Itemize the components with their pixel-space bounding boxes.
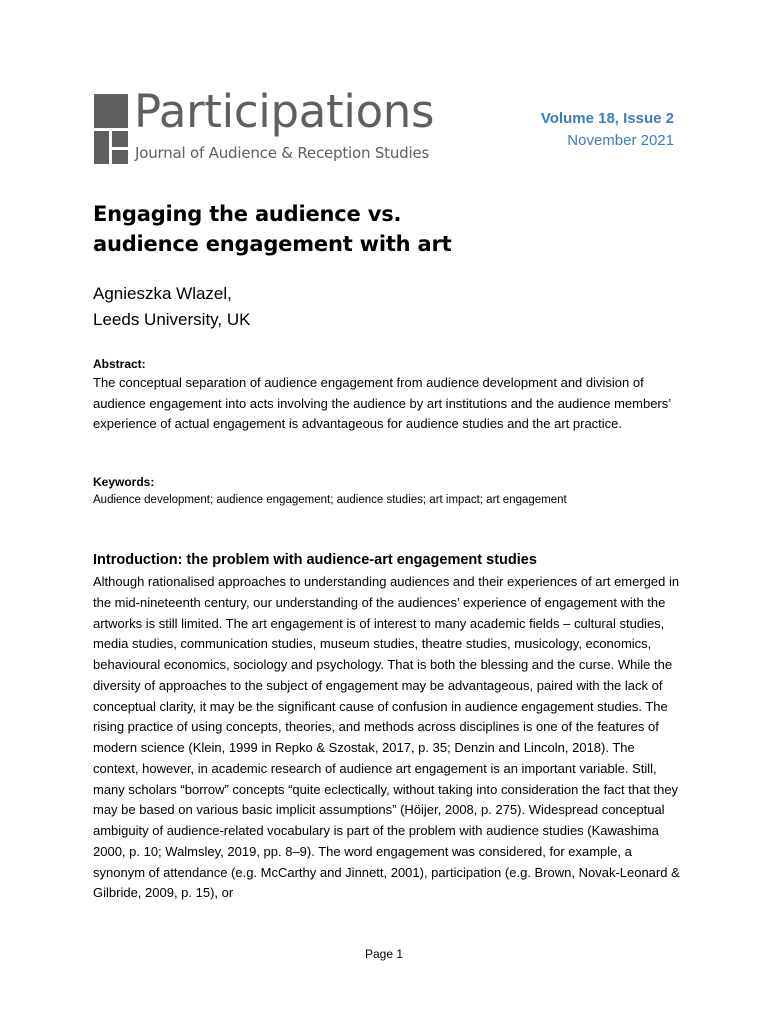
article-title-line-1: Engaging the audience vs. <box>93 202 402 226</box>
issue-info <box>541 108 674 152</box>
section-heading-introduction: Introduction: the problem with audience-art engagement studies <box>93 552 537 568</box>
issue-volume: Volume 18, Issue 2 <box>540 110 674 127</box>
introduction-paragraph: Although rationalised approaches to understanding audiences and their experiences of art emerged in the mid-nineteenth century, our understanding of the audiences’ experience of engagement with the artworks is still limited. The art engagement is of interest to many academic fields – cultural studies, media studies, communication studies, museum studies, theatre studies, musicology, economics, behavioural economics, sociology and psychology. That is both the blessing and the curse. While the diversity of approaches to the subject of engagement may be advantageous, paired with the lack of conceptual clarity, it may be the significant cause of confusion in audience engagement studies. The rising practice of using concepts, theories, and methods across disciplines is one of the features of modern science (Klein, 1999 in Repko & Szostak, 2017, p. 35; Denzin and Lincoln, 2018). The context, however, in academic research of audience art engagement is an important variable. Still, many scholars “borrow” concepts “quite eclectically, without taking into consideration the fact that they may be based on various basic implicit assumptions” (Höijer, 2008, p. 275). Widespread conceptual ambiguity of audience-related vocabulary is part of the problem with audience studies (Kawashima 2000, p. 10; Walmsley, 2019, pp. 8–9). The word engagement was considered, for example, a synonym of attendance (e.g. McCarthy and Jinnett, 2001), participation (e.g. Brown, Novak-Leonard & Gilbride, 2009, p. 15), or <box>93 574 680 901</box>
issue-date: November 2021 <box>567 132 674 149</box>
author-block <box>93 281 250 333</box>
journal-name: Participations <box>134 85 435 138</box>
journal-subtitle: Journal of Audience & Reception Studies <box>135 144 430 162</box>
keywords-label: Keywords: <box>93 475 155 489</box>
journal-logo <box>94 85 466 166</box>
keywords-text: Audience development; audience engagement; audience studies; art impact; art engagement <box>93 494 567 506</box>
abstract-text: The conceptual separation of audience engagement from audience development and division of audience engagement into acts involving the audience by art institutions and the audience members’ experience of actual engagement is advantageous for audience studies and the art practice. <box>93 375 671 431</box>
article-title-line-2: audience engagement with art <box>93 232 452 256</box>
article-title <box>93 199 452 259</box>
page-number: Page 1 <box>364 947 404 961</box>
logo-squares-icon <box>94 94 128 164</box>
abstract-label: Abstract: <box>93 357 146 371</box>
author-name: Agnieszka Wlazel, <box>93 284 232 303</box>
author-affiliation: Leeds University, UK <box>93 310 251 329</box>
